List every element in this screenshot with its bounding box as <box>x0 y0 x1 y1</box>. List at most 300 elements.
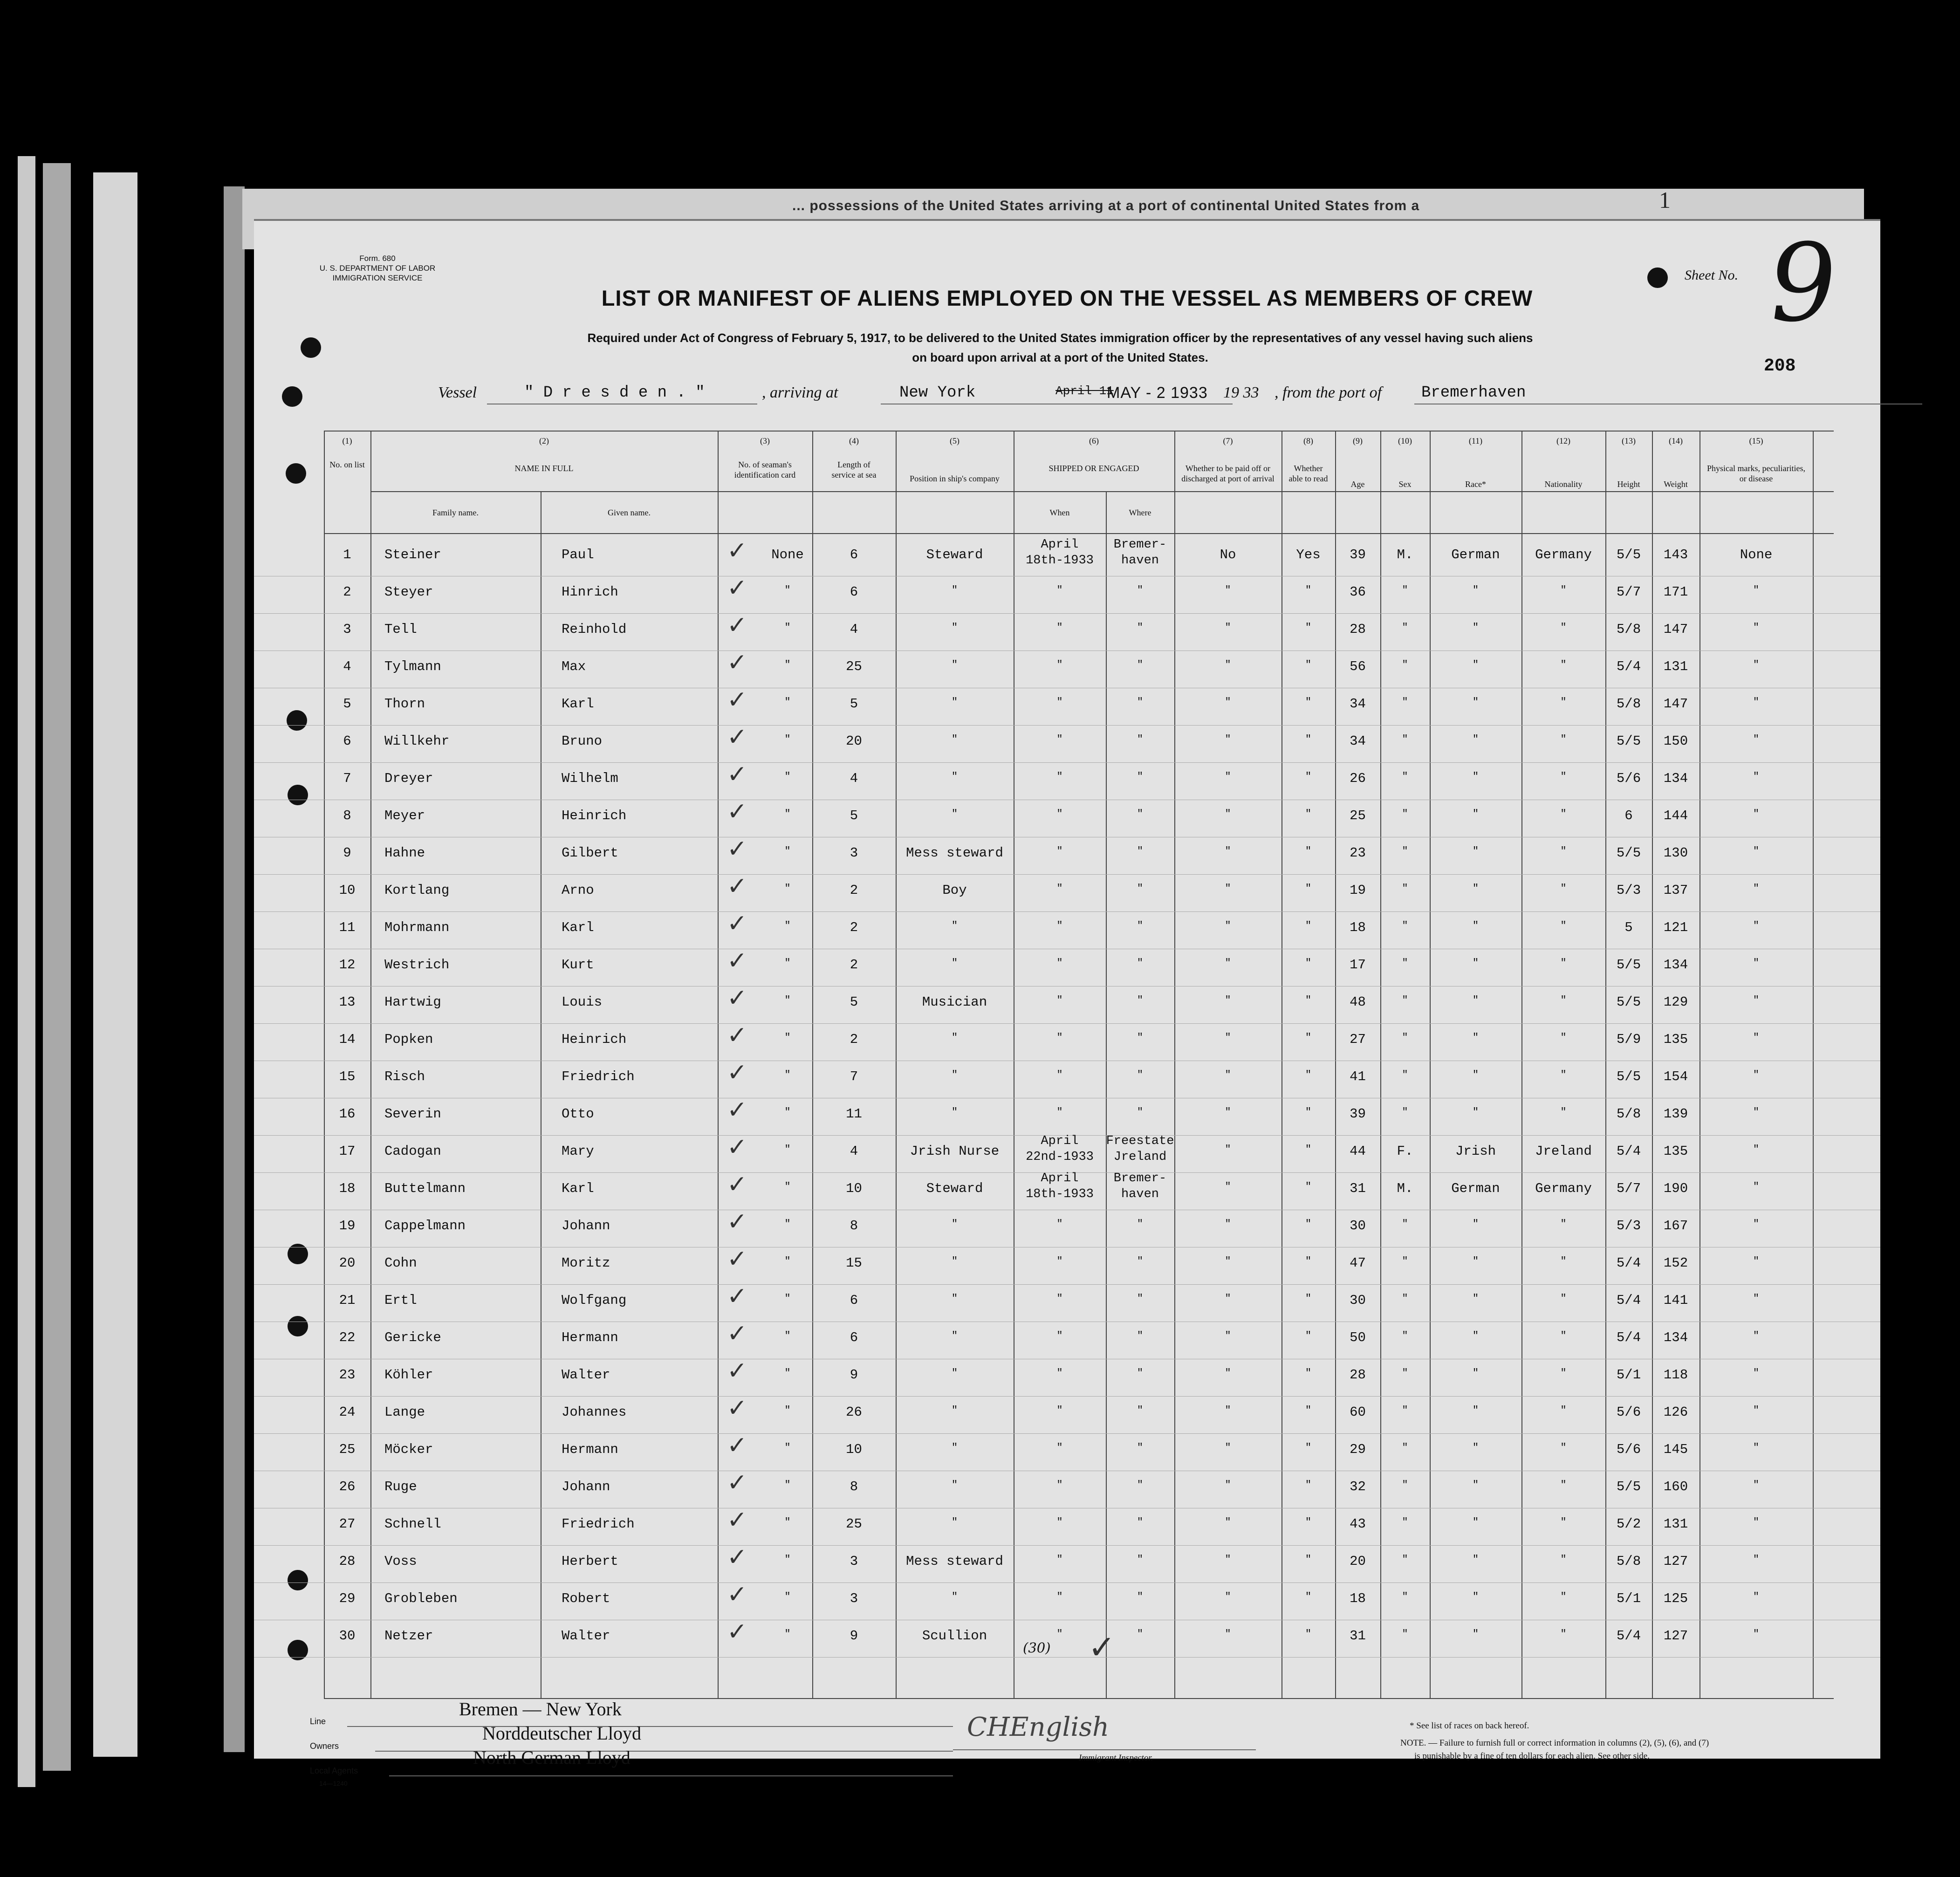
cell-where: " <box>1137 1218 1144 1230</box>
cell-paid: " <box>1225 1144 1231 1155</box>
check-mark: ✓ <box>727 760 747 788</box>
cell-service: 8 <box>850 1218 858 1233</box>
cell-read: " <box>1305 1516 1312 1528</box>
cell-sex: " <box>1402 1069 1408 1081</box>
cell-age: 20 <box>1350 1554 1366 1569</box>
cell-card: " <box>784 808 791 820</box>
cell-given: Hermann <box>562 1442 618 1457</box>
cell-no: 7 <box>343 771 351 786</box>
cell-read: " <box>1305 1628 1312 1640</box>
cell-no: 6 <box>343 733 351 749</box>
cell-sex: " <box>1402 1255 1408 1267</box>
cell-height: 5/4 <box>1616 1293 1641 1308</box>
cell-race: " <box>1472 920 1479 932</box>
cell-read: " <box>1305 584 1312 596</box>
cell-card: " <box>784 1181 791 1192</box>
cell-age: 29 <box>1350 1442 1366 1457</box>
cell-weight: 144 <box>1663 808 1688 823</box>
cell-service: 25 <box>846 1516 862 1532</box>
cell-age: 60 <box>1350 1404 1366 1420</box>
row-rule <box>254 762 1880 763</box>
underlying-sheet-text: ... possessions of the United States arriving at a port of continental United States from a <box>792 198 1420 213</box>
cell-race: " <box>1472 1255 1479 1267</box>
col-number: (3) <box>760 436 770 445</box>
cell-where: Bremer- haven <box>1113 538 1167 568</box>
cell-read: " <box>1305 994 1312 1006</box>
cell-when: April 22nd-1933 <box>1026 1134 1094 1164</box>
cell-card: " <box>784 1106 791 1118</box>
cell-sex: " <box>1402 994 1408 1006</box>
cell-weight: 143 <box>1663 547 1688 562</box>
cell-family: Willkehr <box>384 733 450 749</box>
cell-nationality: " <box>1560 622 1567 633</box>
cell-height: 5/7 <box>1616 1181 1641 1196</box>
cell-given: Walter <box>562 1367 610 1383</box>
cell-read: " <box>1305 845 1312 857</box>
cell-marks: " <box>1753 883 1760 894</box>
inspector-label: Immigrant Inspector. <box>1079 1753 1153 1763</box>
cell-marks: " <box>1753 845 1760 857</box>
cell-race: " <box>1472 883 1479 894</box>
col-number: (15) <box>1749 436 1763 445</box>
cell-marks: " <box>1753 1106 1760 1118</box>
cell-where: " <box>1137 1069 1144 1081</box>
cell-race: " <box>1472 1069 1479 1081</box>
cell-paid: " <box>1225 1181 1231 1192</box>
cell-sex: " <box>1402 1218 1408 1230</box>
cell-card: " <box>784 994 791 1006</box>
cell-service: 9 <box>850 1367 858 1383</box>
cell-marks: " <box>1753 771 1760 782</box>
cell-service: 9 <box>850 1628 858 1644</box>
cell-height: 5/6 <box>1616 1404 1641 1420</box>
header-service: Length of service at sea <box>831 460 877 480</box>
cell-age: 56 <box>1350 659 1366 674</box>
cell-age: 18 <box>1350 920 1366 935</box>
cell-paid: " <box>1225 1628 1231 1640</box>
cell-service: 6 <box>850 547 858 562</box>
cell-position: " <box>951 1479 958 1491</box>
cell-sex: " <box>1402 696 1408 708</box>
inspector-signature: CHEnglish <box>967 1712 1110 1742</box>
cell-marks: " <box>1753 1554 1760 1565</box>
cell-when: " <box>1056 1628 1063 1640</box>
cell-height: 5/6 <box>1616 771 1641 786</box>
cell-weight: 134 <box>1663 771 1688 786</box>
header-weight: Weight <box>1664 480 1688 489</box>
cell-weight: 150 <box>1663 733 1688 749</box>
cell-family: Ruge <box>384 1479 417 1494</box>
background-strip <box>93 172 137 1757</box>
cell-no: 16 <box>339 1106 356 1122</box>
cell-age: 27 <box>1350 1032 1366 1047</box>
cell-race: " <box>1472 1106 1479 1118</box>
cell-weight: 131 <box>1663 659 1688 674</box>
year: 19 33 <box>1223 384 1259 401</box>
cell-marks: " <box>1753 1293 1760 1304</box>
cell-marks: " <box>1753 1181 1760 1192</box>
cell-when: " <box>1056 771 1063 782</box>
cell-no: 20 <box>339 1255 356 1271</box>
cell-given: Gilbert <box>562 845 618 861</box>
cell-read: " <box>1305 920 1312 932</box>
form-header <box>315 253 440 283</box>
cell-height: 5/5 <box>1616 957 1641 973</box>
cell-service: 11 <box>846 1106 862 1122</box>
cell-weight: 127 <box>1663 1628 1688 1644</box>
cell-family: Cappelmann <box>384 1218 466 1233</box>
cell-service: 3 <box>850 1591 858 1606</box>
cell-when: " <box>1056 1367 1063 1379</box>
vessel-name: " D r e s d e n . " <box>524 384 705 402</box>
cell-position: " <box>951 1591 958 1603</box>
cell-age: 41 <box>1350 1069 1366 1084</box>
header-name: NAME IN FULL <box>514 464 574 473</box>
cell-family: Lange <box>384 1404 425 1420</box>
footer-rule <box>389 1775 953 1776</box>
cell-nationality: Jreland <box>1535 1144 1592 1159</box>
cell-no: 5 <box>343 696 351 712</box>
cell-nationality: " <box>1560 1554 1567 1565</box>
cell-height: 5/8 <box>1616 1106 1641 1122</box>
cell-read: " <box>1305 1218 1312 1230</box>
check-mark: ✓ <box>727 1021 747 1049</box>
cell-age: 32 <box>1350 1479 1366 1494</box>
cell-position: " <box>951 1442 958 1453</box>
cell-age: 39 <box>1350 1106 1366 1122</box>
cell-read: " <box>1305 957 1312 969</box>
cell-nationality: " <box>1560 845 1567 857</box>
cell-no: 4 <box>343 659 351 674</box>
cell-family: Grobleben <box>384 1591 458 1606</box>
cell-position: " <box>951 622 958 633</box>
cell-card: " <box>784 957 791 969</box>
date-stamp: MAY - 2 1933 <box>1107 384 1208 402</box>
failure-note: NOTE. — Failure to furnish full or correct information in columns (2), (5), (6), and (7) <box>1400 1738 1709 1748</box>
col-number: (4) <box>849 436 859 445</box>
cell-no: 3 <box>343 622 351 637</box>
cell-paid: " <box>1225 1106 1231 1118</box>
row-rule <box>254 1657 1880 1658</box>
cell-age: 23 <box>1350 845 1366 861</box>
cell-race: " <box>1472 1591 1479 1603</box>
cell-where: " <box>1137 1032 1144 1043</box>
subtitle-line-1: Required under Act of Congress of February 5, 1917, to be delivered to the United States immigration officer by the representatives of any vessel having such aliens <box>587 331 1533 345</box>
check-mark: ✓ <box>727 1432 747 1459</box>
cell-given: Johannes <box>562 1404 627 1420</box>
cell-position: " <box>951 1069 958 1081</box>
header-paid-off: Whether to be paid off or discharged at port of arrival <box>1181 464 1275 483</box>
cell-sex: " <box>1402 1554 1408 1565</box>
cell-given: Otto <box>562 1106 594 1122</box>
cell-nationality: " <box>1560 1293 1567 1304</box>
cell-weight: 167 <box>1663 1218 1688 1233</box>
cell-service: 5 <box>850 994 858 1010</box>
cell-read: " <box>1305 1181 1312 1192</box>
cell-position: Mess steward <box>906 845 1003 861</box>
cell-nationality: " <box>1560 1591 1567 1603</box>
cell-card: " <box>784 1367 791 1379</box>
cell-position: " <box>951 1404 958 1416</box>
cell-nationality: " <box>1560 994 1567 1006</box>
footer-rule <box>375 1751 953 1752</box>
cell-paid: " <box>1225 696 1231 708</box>
cell-service: 7 <box>850 1069 858 1084</box>
cell-service: 6 <box>850 1293 858 1308</box>
underlying-sheet-number: 1 <box>1659 187 1671 213</box>
col-number: (10) <box>1398 436 1412 445</box>
cell-family: Köhler <box>384 1367 433 1383</box>
cell-no: 19 <box>339 1218 356 1233</box>
cell-marks: " <box>1753 1032 1760 1043</box>
cell-age: 34 <box>1350 696 1366 712</box>
cell-sex: " <box>1402 1516 1408 1528</box>
cell-no: 30 <box>339 1628 356 1644</box>
cell-height: 5/6 <box>1616 1442 1641 1457</box>
cell-where: " <box>1137 1628 1144 1640</box>
table-rule <box>370 491 1834 492</box>
punch-hole <box>301 337 321 358</box>
crew-table <box>254 431 1880 1698</box>
cell-no: 13 <box>339 994 356 1010</box>
cell-marks: " <box>1753 1367 1760 1379</box>
cell-no: 27 <box>339 1516 356 1532</box>
cell-no: 22 <box>339 1330 356 1345</box>
cell-where: " <box>1137 808 1144 820</box>
cell-marks: " <box>1753 1404 1760 1416</box>
cell-race: " <box>1472 1218 1479 1230</box>
cell-marks: " <box>1753 920 1760 932</box>
cell-age: 50 <box>1350 1330 1366 1345</box>
form-number: Form. 680 <box>359 254 396 263</box>
cell-paid: " <box>1225 1404 1231 1416</box>
cell-paid: " <box>1225 1367 1231 1379</box>
cell-card: " <box>784 1218 791 1230</box>
cell-read: " <box>1305 733 1312 745</box>
cell-sex: " <box>1402 1591 1408 1603</box>
cell-card: " <box>784 696 791 708</box>
cell-sex: " <box>1402 1404 1408 1416</box>
cell-marks: " <box>1753 659 1760 671</box>
cell-paid: " <box>1225 622 1231 633</box>
cell-no: 12 <box>339 957 356 973</box>
cell-no: 25 <box>339 1442 356 1457</box>
row-rule <box>254 1433 1880 1434</box>
check-mark: ✓ <box>727 1171 747 1199</box>
cell-position: " <box>951 1516 958 1528</box>
cell-given: Max <box>562 659 586 674</box>
cell-family: Meyer <box>384 808 425 823</box>
cell-given: Bruno <box>562 733 603 749</box>
cell-service: 5 <box>850 808 858 823</box>
col-number: (1) <box>342 436 352 445</box>
arrival-port: New York <box>899 384 976 402</box>
cell-paid: " <box>1225 994 1231 1006</box>
cell-weight: 147 <box>1663 622 1688 637</box>
cell-when: " <box>1056 659 1063 671</box>
cell-position: Mess steward <box>906 1554 1003 1569</box>
cell-card: " <box>784 584 791 596</box>
col-number: (9) <box>1353 436 1363 445</box>
cell-family: Möcker <box>384 1442 433 1457</box>
cell-family: Kortlang <box>384 883 450 898</box>
cell-family: Hartwig <box>384 994 441 1010</box>
cell-paid: " <box>1225 845 1231 857</box>
cell-height: 5/3 <box>1616 1218 1641 1233</box>
cell-read: " <box>1305 1367 1312 1379</box>
header-position: Position in ship's company <box>910 474 1000 483</box>
cell-no: 17 <box>339 1144 356 1159</box>
cell-height: 5/8 <box>1616 696 1641 712</box>
col-number: (14) <box>1669 436 1683 445</box>
cell-height: 5/5 <box>1616 1069 1641 1084</box>
cell-given: Walter <box>562 1628 610 1644</box>
cell-race: " <box>1472 584 1479 596</box>
cell-family: Steyer <box>384 584 433 600</box>
owners-value: Norddeutscher Lloyd <box>482 1723 642 1744</box>
cell-given: Karl <box>562 920 594 935</box>
header-race: Race* <box>1465 480 1486 489</box>
cell-race: " <box>1472 1628 1479 1640</box>
cell-race: " <box>1472 696 1479 708</box>
cell-no: 15 <box>339 1069 356 1084</box>
cell-service: 10 <box>846 1442 862 1457</box>
cell-paid: " <box>1225 1218 1231 1230</box>
cell-marks: " <box>1753 1069 1760 1081</box>
arriving-label: , arriving at <box>762 384 838 401</box>
agents-value: North German Lloyd <box>473 1747 630 1768</box>
cell-no: 26 <box>339 1479 356 1494</box>
cell-card: " <box>784 659 791 671</box>
cell-no: 10 <box>339 883 356 898</box>
header-when: When <box>1049 508 1070 517</box>
row-rule <box>254 874 1880 875</box>
line-value: Bremen — New York <box>459 1699 622 1719</box>
cell-service: 4 <box>850 771 858 786</box>
cell-race: " <box>1472 1442 1479 1453</box>
cell-no: 9 <box>343 845 351 861</box>
cell-race: " <box>1472 733 1479 745</box>
cell-when: " <box>1056 883 1063 894</box>
cell-nationality: " <box>1560 957 1567 969</box>
cell-weight: 131 <box>1663 1516 1688 1532</box>
cell-when: " <box>1056 1032 1063 1043</box>
subtitle <box>440 328 1680 367</box>
cell-card: " <box>784 1069 791 1081</box>
cell-nationality: " <box>1560 1516 1567 1528</box>
form-code: 14—1240 <box>319 1780 348 1787</box>
cell-card: " <box>784 1032 791 1043</box>
check-mark: ✓ <box>727 872 747 900</box>
background-strip <box>224 186 245 1752</box>
cell-age: 47 <box>1350 1255 1366 1271</box>
cell-service: 4 <box>850 1144 858 1159</box>
cell-card: " <box>784 1404 791 1416</box>
cell-marks: " <box>1753 1218 1760 1230</box>
cell-where: Freestate Jreland <box>1106 1134 1174 1164</box>
cell-weight: 152 <box>1663 1255 1688 1271</box>
page-title: LIST OR MANIFEST OF ALIENS EMPLOYED ON THE VESSEL AS MEMBERS OF CREW <box>601 286 1533 310</box>
cell-no: 8 <box>343 808 351 823</box>
service: IMMIGRATION SERVICE <box>332 274 423 282</box>
cell-read: " <box>1305 1330 1312 1342</box>
check-mark: ✓ <box>727 910 747 938</box>
cell-when: " <box>1056 1591 1063 1603</box>
cell-weight: 125 <box>1663 1591 1688 1606</box>
cell-when: " <box>1056 1069 1063 1081</box>
cell-read: " <box>1305 1255 1312 1267</box>
cell-position: " <box>951 659 958 671</box>
cell-weight: 160 <box>1663 1479 1688 1494</box>
cell-where: " <box>1137 883 1144 894</box>
cell-race: " <box>1472 771 1479 782</box>
cell-read: " <box>1305 1032 1312 1043</box>
cell-paid: " <box>1225 1591 1231 1603</box>
cell-sex: " <box>1402 733 1408 745</box>
cell-service: 5 <box>850 696 858 712</box>
cell-card: " <box>784 1442 791 1453</box>
cell-given: Karl <box>562 696 594 712</box>
cell-service: 6 <box>850 584 858 600</box>
cell-age: 28 <box>1350 1367 1366 1383</box>
cell-weight: 139 <box>1663 1106 1688 1122</box>
cell-race: Jrish <box>1455 1144 1496 1159</box>
col-number: (11) <box>1468 436 1483 445</box>
cell-position: Boy <box>942 883 967 898</box>
cell-race: " <box>1472 1367 1479 1379</box>
struck-date: April 11 <box>1055 384 1114 398</box>
check-mark: ✓ <box>727 1618 747 1646</box>
cell-nationality: " <box>1560 1404 1567 1416</box>
cell-nationality: " <box>1560 920 1567 932</box>
cell-sex: " <box>1402 622 1408 633</box>
cell-nationality: " <box>1560 584 1567 596</box>
cell-service: 8 <box>850 1479 858 1494</box>
cell-given: Mary <box>562 1144 594 1159</box>
cell-service: 3 <box>850 845 858 861</box>
cell-when: " <box>1056 994 1063 1006</box>
cell-family: Mohrmann <box>384 920 450 935</box>
cell-where: Bremer- haven <box>1113 1171 1167 1201</box>
check-mark: ✓ <box>727 1581 747 1609</box>
col-number: (8) <box>1303 436 1313 445</box>
cell-when: " <box>1056 1218 1063 1230</box>
check-mark: ✓ <box>727 1543 747 1571</box>
cell-family: Schnell <box>384 1516 441 1532</box>
cell-card: " <box>784 1479 791 1491</box>
cell-position: " <box>951 1330 958 1342</box>
cell-when: " <box>1056 1516 1063 1528</box>
cell-read: " <box>1305 1554 1312 1565</box>
sheet-label: Sheet No. <box>1685 267 1738 283</box>
cell-when: April 18th-1933 <box>1026 1171 1094 1201</box>
cell-weight: 121 <box>1663 920 1688 935</box>
cell-given: Heinrich <box>562 1032 627 1047</box>
cell-age: 39 <box>1350 547 1366 562</box>
cell-weight: 135 <box>1663 1144 1688 1159</box>
cell-nationality: " <box>1560 1367 1567 1379</box>
cell-family: Hahne <box>384 845 425 861</box>
cell-service: 3 <box>850 1554 858 1569</box>
cell-sex: " <box>1402 1330 1408 1342</box>
cell-position: Steward <box>926 1181 983 1196</box>
cell-height: 5/1 <box>1616 1591 1641 1606</box>
cell-marks: None <box>1740 547 1773 562</box>
cell-age: 26 <box>1350 771 1366 786</box>
cell-paid: " <box>1225 1442 1231 1453</box>
cell-height: 5/9 <box>1616 1032 1641 1047</box>
signature-rule <box>953 1749 1256 1750</box>
